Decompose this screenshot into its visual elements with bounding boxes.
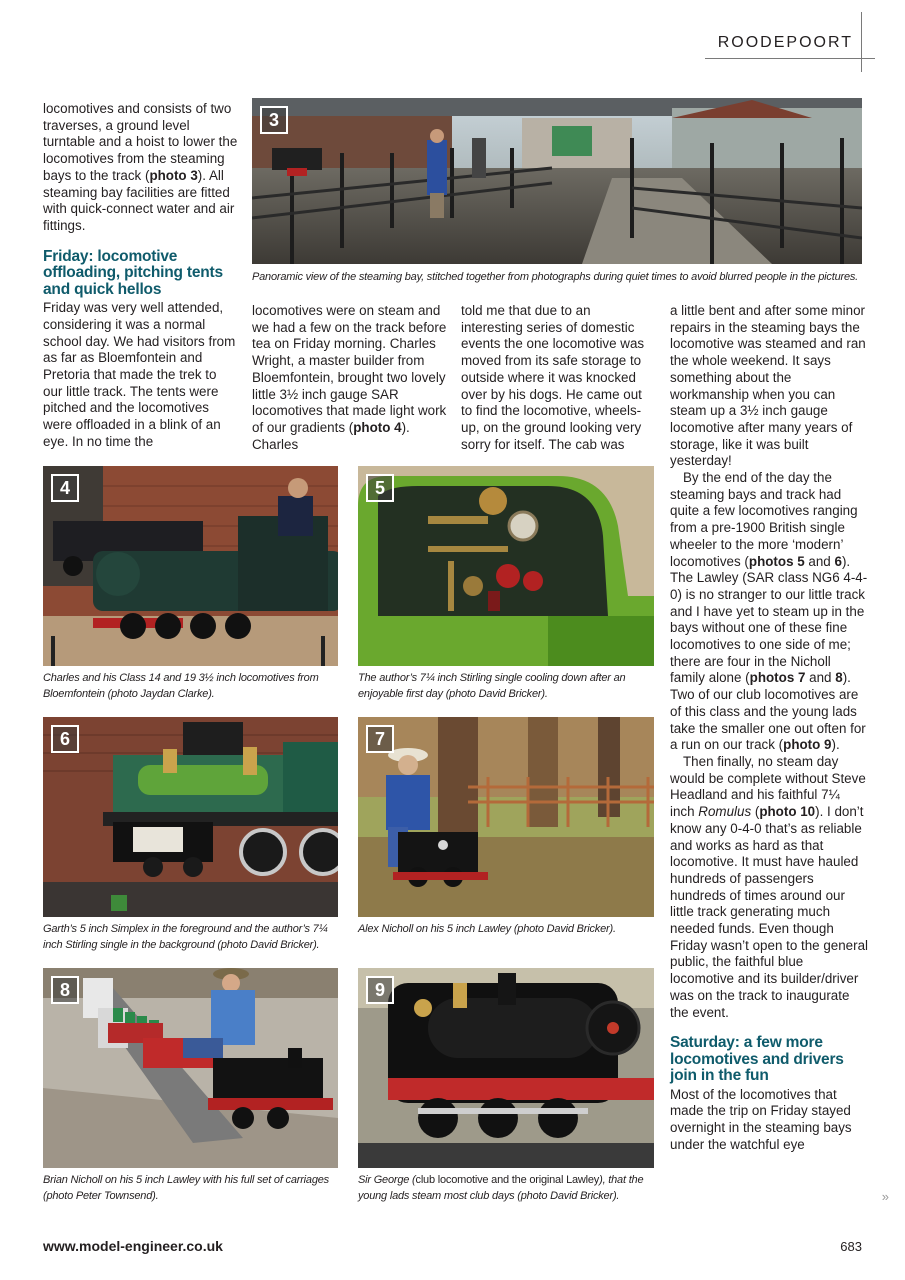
photo-class-14-19-locomotives — [43, 466, 338, 666]
subhead-friday: Friday: locomotive offloading, pitching tents and quick hellos — [43, 247, 223, 298]
column-2-text: locomotives were on steam and we had a few on the track before tea on Friday morning. Charles Wright, a master builder from Bloemfontein, brought two lovely little 3½ inch gauge SAR locomotives that made light work of our gradients (photo 4). Charles — [252, 303, 447, 452]
photo-number-5: 5 — [366, 474, 394, 502]
column-3-text: told me that due to an interesting series of domestic events the one locomotive was moved from its safe storage to outside where it was knocked over by his dogs. He came out to find the locomotive, wheels-up, on the ground looking very sorry for itself. The cab was — [461, 303, 645, 452]
photo-stirling-single — [358, 466, 654, 666]
photo-sir-george-locomotive — [358, 968, 654, 1168]
column-4-text: a little bent and after some minor repairs in the steaming bays the locomotive was steamed and ran the whole weekend. It says something about the workmanship when you can steam up a 3½ inch gauge locomotive after many years of storage, like it was built yesterday! By the end of the day the steaming bays and track had quite a few locomotives ranging from a pre-1900 British single wheeler to the more ‘modern’ locomotives (photos 5 and 6). The Lawley (SAR class NG6 4-4-0) is no stranger to our little track and I have yet to steam up in the bays without one of these fine locomotives to one side of me; there are four in the Nicholl family alone (photos 7 and 8). Two of our club locomotives are of this class and the young lads take the smaller one out often for a run on our track (photo 9). Then finally, no steam day would be complete without Steve Headland and his faithful 7¼ inch Romulus (photo 10). I don’t know any 0-4-0 that’s as reliable and works as hard as that locomotive. It must have hauled hundreds of passengers hundreds of times around our little track generating much needed funds. Even though Friday wasn’t open to the general public, the faithful blue locomotive and its builder/driver was on the track to inaugurate the event. Saturday: a few more locomotives and drivers join in the fun Most of the locomotives that made the trip on Friday stayed overnight in the steaming bays under the watchful eye — [670, 303, 869, 1152]
photo-brian-nicholl-carriages — [43, 968, 338, 1168]
caption-photo-9: Sir George (club locomotive and the original Lawley), that the young lads steam most club days (photo David Bricker). — [358, 1174, 644, 1202]
caption-photo-5: The author’s 7¼ inch Stirling single cooling down after an enjoyable first day (photo David Bricker). — [358, 672, 626, 700]
column-1-text — [43, 101, 238, 450]
caption-photo-8: Brian Nicholl on his 5 inch Lawley with his full set of carriages (photo Peter Townsend). — [43, 1174, 329, 1202]
photo-number-6: 6 — [51, 725, 79, 753]
section-title: ROODEPOORT — [717, 34, 853, 51]
photo-number-9: 9 — [366, 976, 394, 1004]
photo-number-3: 3 — [260, 106, 288, 134]
photo-number-8: 8 — [51, 976, 79, 1004]
caption-photo-4: Charles and his Class 14 and 19 3½ inch locomotives from Bloemfontein (photo Jaydan Clarke). — [43, 672, 319, 700]
friday-paragraph: Friday was very well attended, considering it was a normal school day. We had visitors from as far as Bloemfontein and Pretoria that made the trek to our little track. The tents were pitched and the locomotives were offloaded in a blink of an eye. In no time the — [43, 300, 236, 449]
photo-steaming-bay — [252, 98, 862, 264]
footer-website-url[interactable]: www.model-engineer.co.uk — [43, 1238, 223, 1254]
photo-alex-nicholl-lawley — [358, 717, 654, 917]
continued-arrow-icon: » — [881, 1189, 889, 1204]
caption-photo-6: Garth’s 5 inch Simplex in the foreground and the author’s 7¼ inch Stirling single in the background (photo David Bricker). — [43, 923, 328, 951]
header-rule-horizontal — [705, 58, 875, 59]
photo-simplex-locomotive — [43, 717, 338, 917]
intro-paragraph: locomotives and consists of two traverses, a ground level turntable and a hoist to lower the locomotives from the steaming bays to the track (photo 3). All steaming bay facilities are fitted with quick-connect water and air fittings. — [43, 101, 238, 233]
caption-photo-7: Alex Nicholl on his 5 inch Lawley (photo David Bricker). — [358, 923, 616, 935]
photo-number-4: 4 — [51, 474, 79, 502]
header-rule-vertical — [861, 12, 862, 72]
caption-photo-3: Panoramic view of the steaming bay, stitched together from photographs during quiet times to avoid blurred people in the pictures. — [252, 271, 859, 283]
subhead-saturday: Saturday: a few more locomotives and drivers join in the fun — [670, 1034, 844, 1085]
photo-number-7: 7 — [366, 725, 394, 753]
page-number: 683 — [840, 1239, 862, 1254]
